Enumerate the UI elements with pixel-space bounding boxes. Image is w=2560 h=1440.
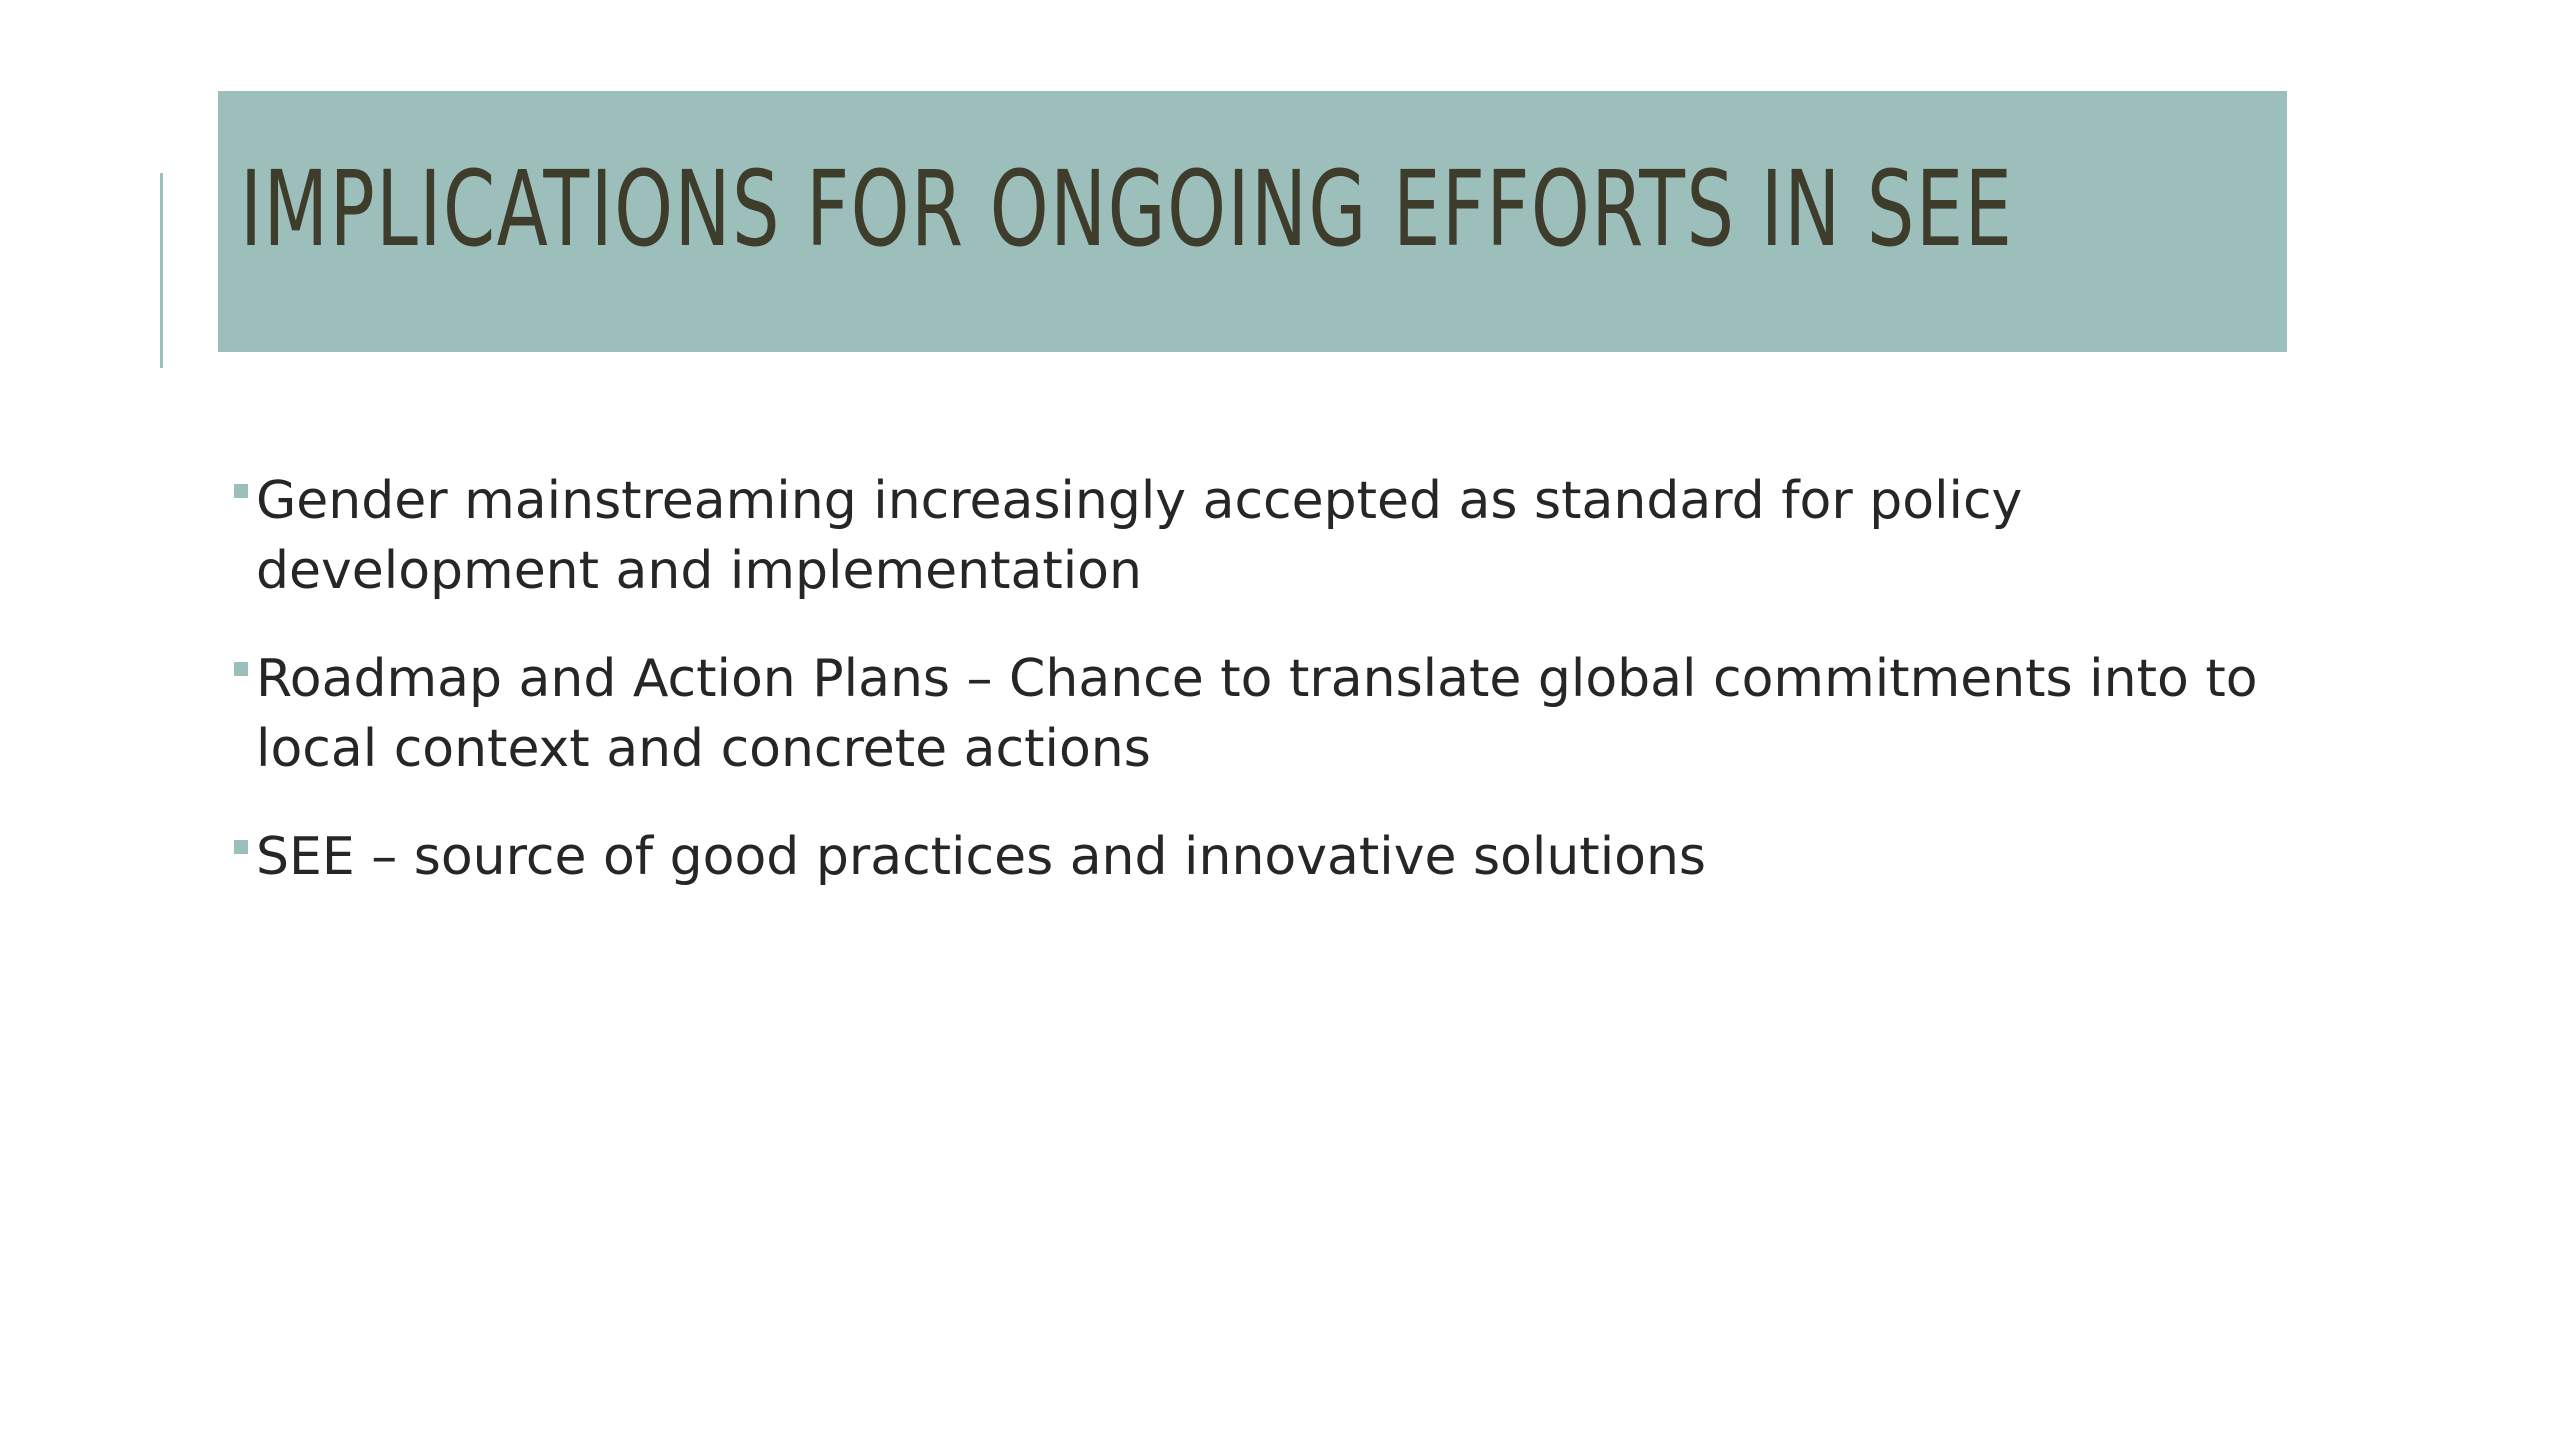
slide-title: IMPLICATIONS FOR ONGOING EFFORTS IN SEE — [240, 148, 2014, 270]
bullet-list — [230, 466, 2340, 930]
square-bullet-icon — [234, 662, 248, 676]
bullet-text: Gender mainstreaming increasingly accepted as standard for policy development and implementation — [256, 471, 2023, 601]
accent-divider — [160, 173, 163, 368]
square-bullet-icon — [234, 484, 248, 498]
bullet-text: Roadmap and Action Plans – Chance to translate global commitments into to local context and concrete actions — [256, 649, 2258, 779]
bullet-item — [230, 644, 2340, 784]
bullet-item — [230, 822, 2340, 892]
bullet-text: SEE – source of good practices and innovative solutions — [256, 827, 1707, 887]
square-bullet-icon — [234, 840, 248, 854]
bullet-item — [230, 466, 2340, 606]
